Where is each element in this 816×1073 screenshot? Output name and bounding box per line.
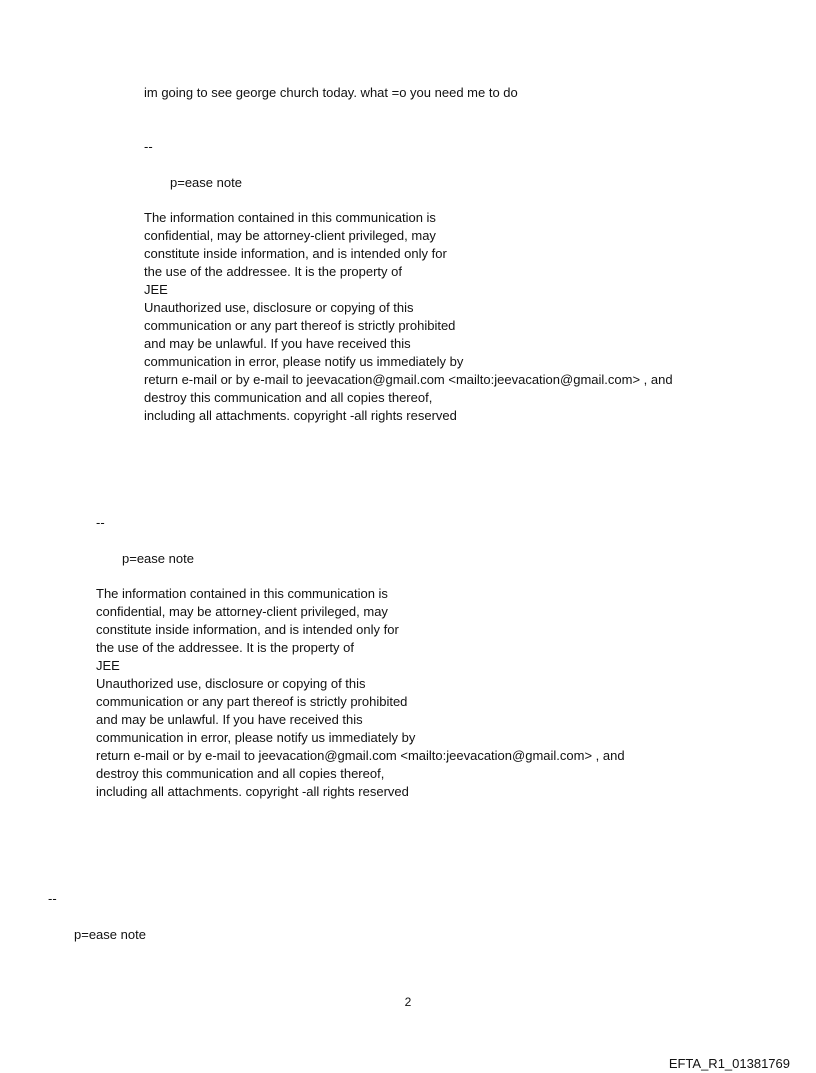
disclaimer-line: including all attachments. copyright -all rights reserved [96,784,409,799]
document-id: EFTA_R1_01381769 [668,1056,790,1071]
page-number: 2 [404,995,412,1009]
disclaimer-line: communication in error, please notify us immediately by [144,354,464,369]
disclaimer-line: confidential, may be attorney-client privileged, may [144,228,436,243]
disclaimer-line: the use of the addressee. It is the property of [144,264,402,279]
disclaimer-line: and may be unlawful. If you have received this [96,712,363,727]
note-label: p=ease note [74,927,146,942]
disclaimer-line: JEE [144,282,168,297]
disclaimer-line: the use of the addressee. It is the property of [96,640,354,655]
disclaimer-line: Unauthorized use, disclosure or copying of this [96,676,366,691]
disclaimer-line: communication or any part thereof is strictly prohibited [96,694,408,709]
confidentiality-disclaimer [144,209,673,425]
note-label: p=ease note [122,551,194,566]
disclaimer-line: JEE [96,658,120,673]
signature-separator: -- [144,139,153,154]
disclaimer-line: destroy this communication and all copies thereof, [96,766,385,781]
disclaimer-line: confidential, may be attorney-client privileged, may [96,604,388,619]
signature-separator: -- [96,515,105,530]
note-label: p=ease note [170,175,242,190]
disclaimer-line: return e-mail or by e-mail to jeevacation@gmail.com <mailto:jeevacation@gmail.com> , and [96,748,625,763]
disclaimer-line: destroy this communication and all copies thereof, [144,390,433,405]
disclaimer-line: communication or any part thereof is strictly prohibited [144,318,456,333]
disclaimer-line: constitute inside information, and is intended only for [144,246,447,261]
disclaimer-line: and may be unlawful. If you have received this [144,336,411,351]
disclaimer-line: including all attachments. copyright -all rights reserved [144,408,457,423]
disclaimer-line: communication in error, please notify us immediately by [96,730,416,745]
message-body: im going to see george church today. what =o you need me to do [144,85,518,100]
confidentiality-disclaimer [96,585,625,801]
disclaimer-line: Unauthorized use, disclosure or copying of this [144,300,414,315]
disclaimer-line: The information contained in this communication is [96,586,388,601]
disclaimer-line: The information contained in this communication is [144,210,436,225]
disclaimer-line: constitute inside information, and is intended only for [96,622,399,637]
signature-separator: -- [48,891,57,906]
disclaimer-line: return e-mail or by e-mail to jeevacation@gmail.com <mailto:jeevacation@gmail.com> , and [144,372,673,387]
